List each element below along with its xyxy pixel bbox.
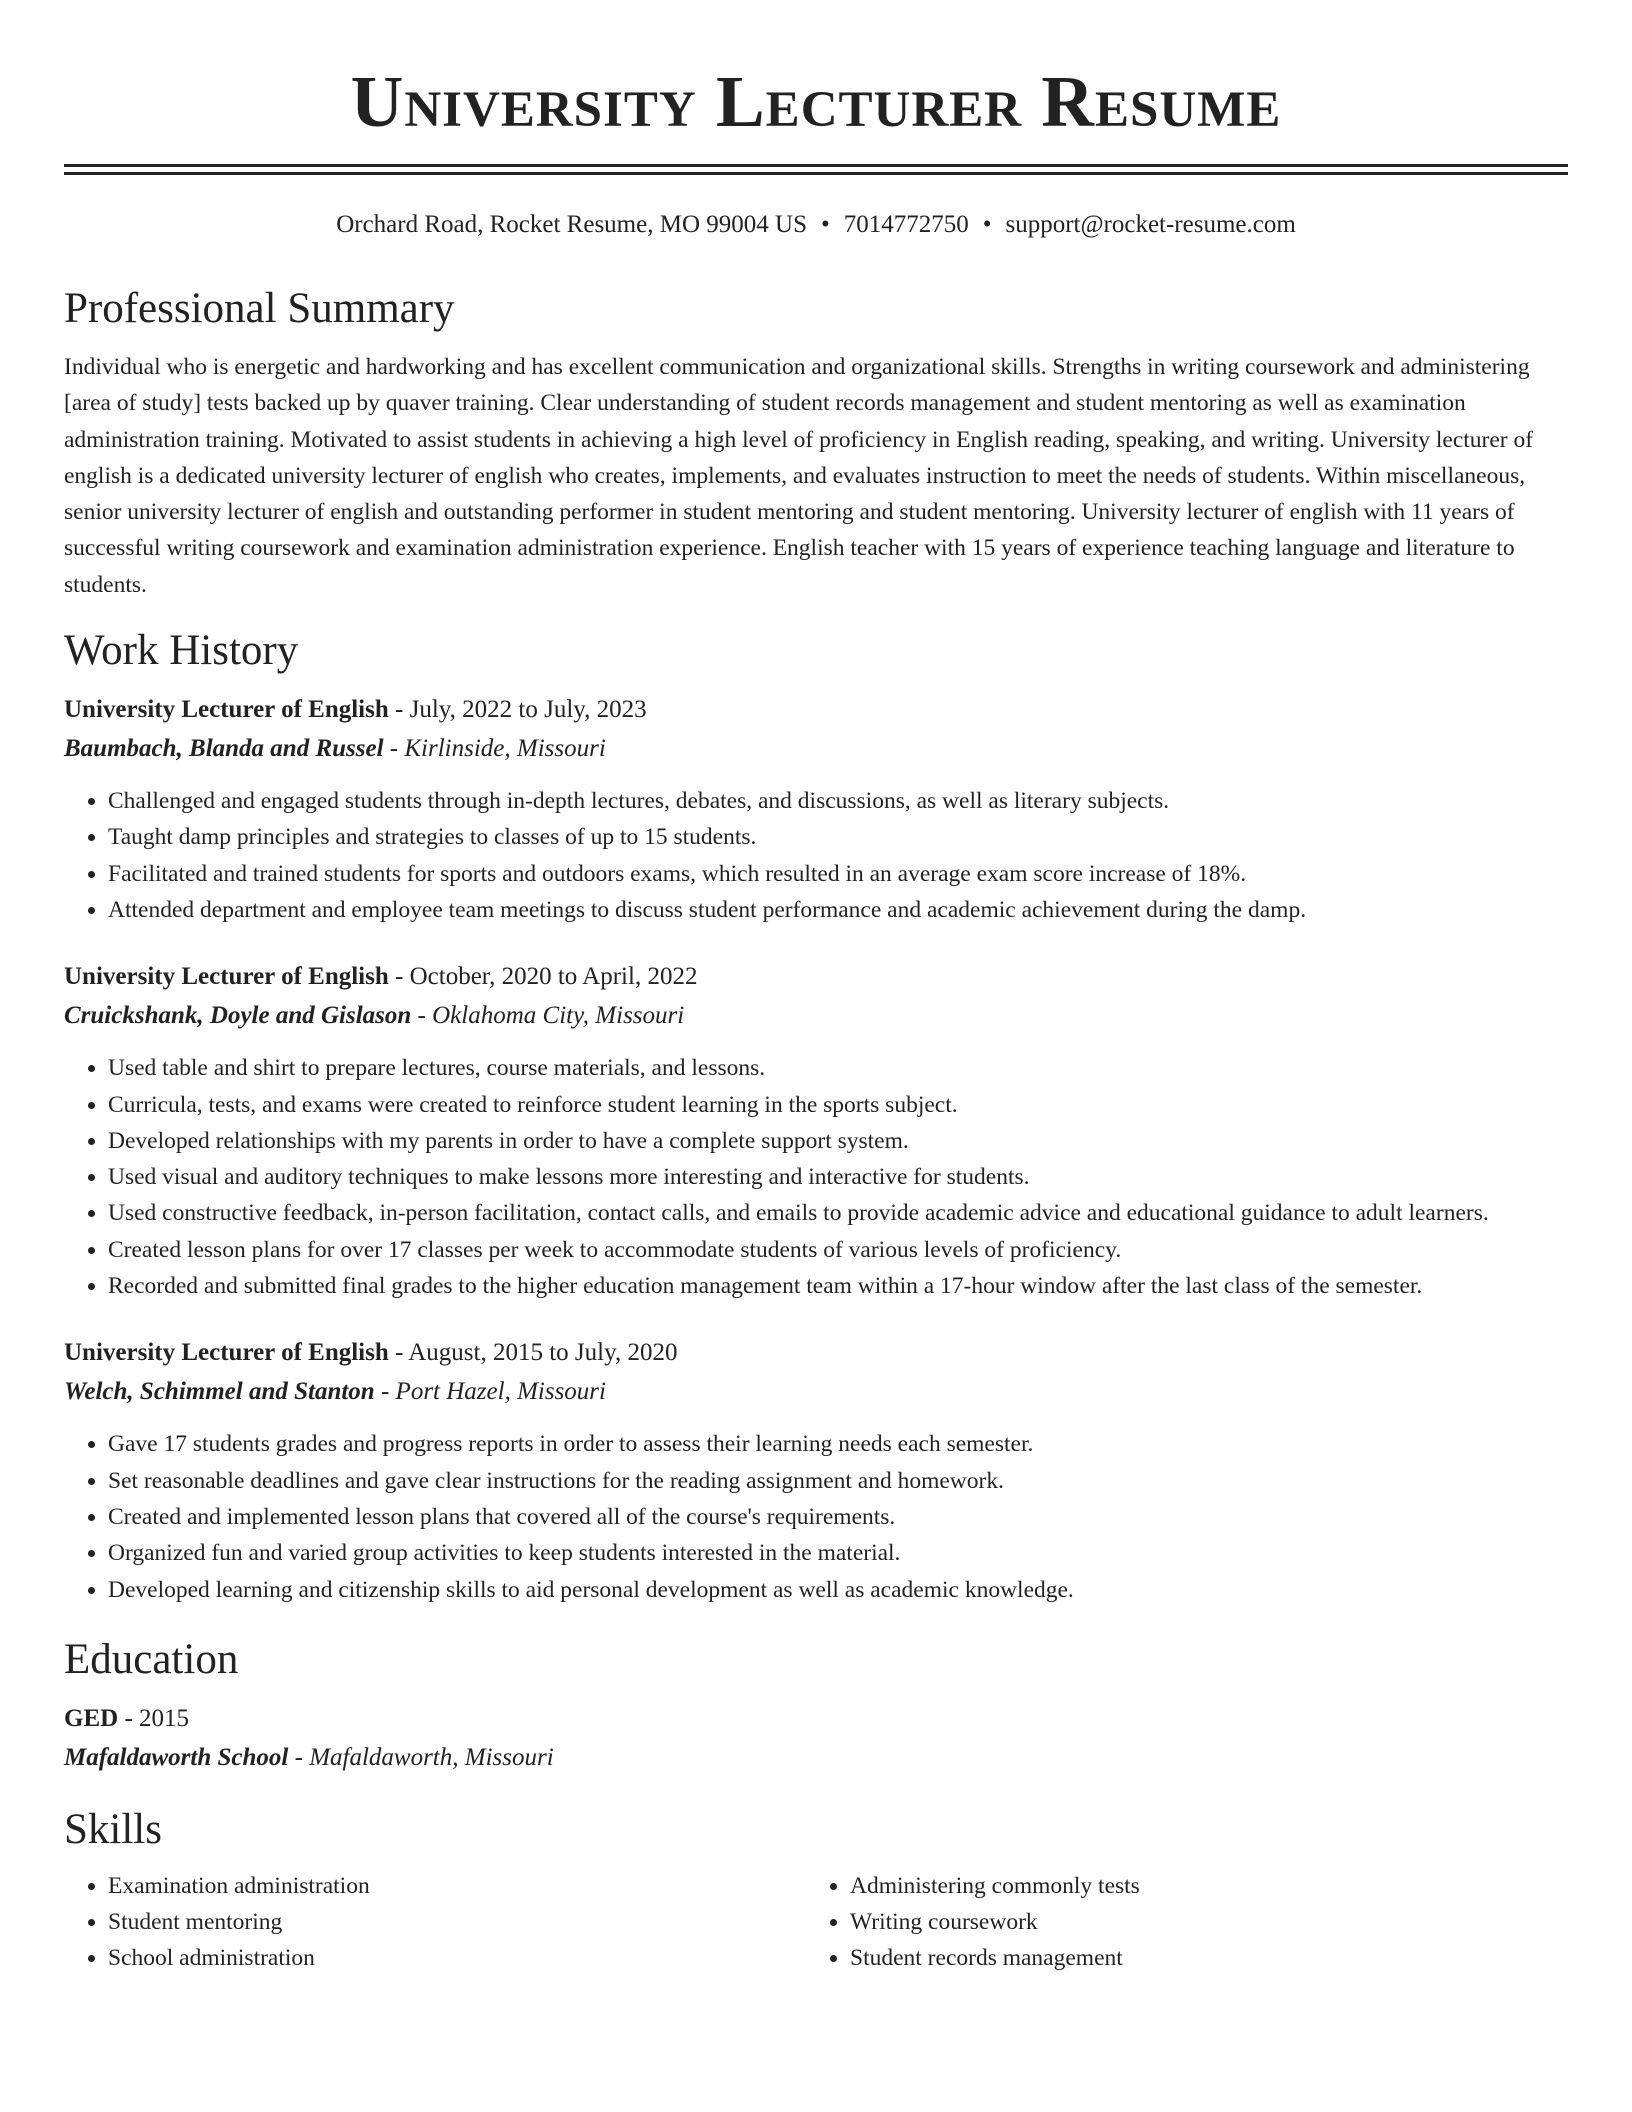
duty-item: • Created lesson plans for over 17 classes per week to accommodate students of various levels of proficiency.	[108, 1232, 1568, 1268]
company-name: Cruickshank, Doyle and Gislason	[64, 1002, 412, 1030]
duty-item: • Used table and shirt to prepare lectures, course materials, and lessons.	[108, 1050, 1568, 1086]
job-title-line	[64, 691, 1568, 729]
title-divider	[64, 164, 1568, 175]
skills-list	[64, 1868, 1568, 1977]
duty-item: • Gave 17 students grades and progress reports in order to assess their learning needs each semester.	[108, 1426, 1568, 1462]
contact-line	[64, 209, 1568, 241]
job-duties	[64, 783, 1568, 928]
job-duties	[64, 1050, 1568, 1304]
dash-separator: -	[118, 1704, 140, 1732]
education-entry	[64, 1700, 1568, 1778]
dash-separator: -	[411, 1002, 433, 1030]
summary-text: Individual who is energetic and hardworking and has excellent communication and organizational skills. Strengths in writing coursework and administering [area of study] tests backed up by quaver training. Clear understanding of student records management and student mentoring as well as examination administration training. Motivated to assist students in achieving a high level of proficiency in English reading, speaking, and writing. University lecturer of english is a dedicated university lecturer of english who creates, implements, and evaluates instruction to meet the needs of students. Within miscellaneous, senior university lecturer of english and outstanding performer in student mentoring and student mentoring. University lecturer of english with 11 years of successful writing coursework and examination administration experience. English teacher with 15 years of experience teaching language and literature to students.	[64, 354, 1534, 598]
company-name: Welch, Schimmel and Stanton	[64, 1378, 375, 1406]
duty-item: • Developed learning and citizenship skills to aid personal development as well as academic knowledge.	[108, 1572, 1568, 1608]
duty-item: • Organized fun and varied group activities to keep students interested in the material.	[108, 1535, 1568, 1571]
degree: GED	[64, 1704, 119, 1732]
skill-item: • Examination administration	[108, 1868, 806, 1904]
dash-separator: -	[288, 1743, 310, 1771]
education-heading: Education	[64, 1635, 239, 1683]
duty-item: • Recorded and submitted final grades to the higher education management team within a 17-hour window after the last class of the semester.	[108, 1268, 1568, 1304]
duty-item: • Developed relationships with my parents in order to have a complete support system.	[108, 1123, 1568, 1159]
skills-column-left	[64, 1868, 806, 1977]
dash-separator: -	[388, 1339, 409, 1367]
skill-item: • School administration	[108, 1940, 806, 1976]
school-location: Mafaldaworth, Missouri	[309, 1743, 554, 1771]
summary-heading: Professional Summary	[64, 285, 455, 332]
job-title: University Lecturer of English	[64, 696, 389, 724]
graduation-year: 2015	[139, 1704, 190, 1732]
job-dates: August, 2015 to July, 2020	[408, 1339, 678, 1367]
work-history-heading: Work History	[64, 627, 299, 675]
job-title: University Lecturer of English	[64, 963, 389, 991]
duty-item: • Facilitated and trained students for sports and outdoors exams, which resulted in an average exam score increase of 18%.	[108, 856, 1568, 892]
dash-separator: -	[374, 1378, 396, 1406]
dash-separator: -	[388, 963, 410, 991]
job-title-line	[64, 958, 1568, 996]
company-location: Port Hazel, Missouri	[395, 1378, 606, 1406]
skills-heading: Skills	[64, 1805, 162, 1853]
duty-item: • Used visual and auditory techniques to make lessons more interesting and interactive for students.	[108, 1159, 1568, 1195]
page-title: University Lecturer Resume	[350, 61, 1282, 142]
contact-phone: 7014772750	[843, 211, 969, 238]
job-entry	[64, 1334, 1568, 1607]
company-line	[64, 729, 1568, 769]
company-line	[64, 996, 1568, 1036]
job-duties	[64, 1426, 1568, 1607]
duty-item: • Challenged and engaged students through in-depth lectures, debates, and discussions, as well as literary subjects.	[108, 783, 1568, 819]
job-dates: July, 2022 to July, 2023	[409, 696, 647, 724]
job-title-line	[64, 1334, 1568, 1372]
duty-item: • Used constructive feedback, in-person facilitation, contact calls, and emails to provide academic advice and educational guidance to adult learners.	[108, 1195, 1568, 1231]
job-title: University Lecturer of English	[64, 1339, 389, 1367]
job-dates: October, 2020 to April, 2022	[409, 963, 698, 991]
degree-line	[64, 1700, 1568, 1738]
skills-column-right	[806, 1868, 1548, 1977]
duty-item: • Attended department and employee team meetings to discuss student performance and academic achievement during the damp.	[108, 892, 1568, 928]
skill-item: • Writing coursework	[850, 1904, 1548, 1940]
contact-email: support@rocket-resume.com	[1005, 211, 1296, 238]
job-entry	[64, 958, 1568, 1304]
skill-item: • Student records management	[850, 1940, 1548, 1976]
dash-separator: -	[388, 696, 410, 724]
company-name: Baumbach, Blanda and Russel	[64, 735, 384, 763]
school-name: Mafaldaworth School	[64, 1743, 289, 1771]
dash-separator: -	[383, 735, 405, 763]
company-location: Kirlinside, Missouri	[404, 735, 606, 763]
company-line	[64, 1372, 1568, 1412]
duty-item: • Set reasonable deadlines and gave clear instructions for the reading assignment and homework.	[108, 1463, 1568, 1499]
duty-item: • Curricula, tests, and exams were created to reinforce student learning in the sports subject.	[108, 1087, 1568, 1123]
skill-item: • Student mentoring	[108, 1904, 806, 1940]
skill-item: • Administering commonly tests	[850, 1868, 1548, 1904]
school-line	[64, 1738, 1568, 1778]
contact-separator: •	[820, 211, 830, 238]
duty-item: • Taught damp principles and strategies to classes of up to 15 students.	[108, 819, 1568, 855]
contact-separator: •	[982, 211, 992, 238]
company-location: Oklahoma City, Missouri	[432, 1002, 685, 1030]
duty-item: • Created and implemented lesson plans that covered all of the course's requirements.	[108, 1499, 1568, 1535]
job-entry	[64, 691, 1568, 928]
contact-address: Orchard Road, Rocket Resume, MO 99004 US	[336, 211, 807, 238]
